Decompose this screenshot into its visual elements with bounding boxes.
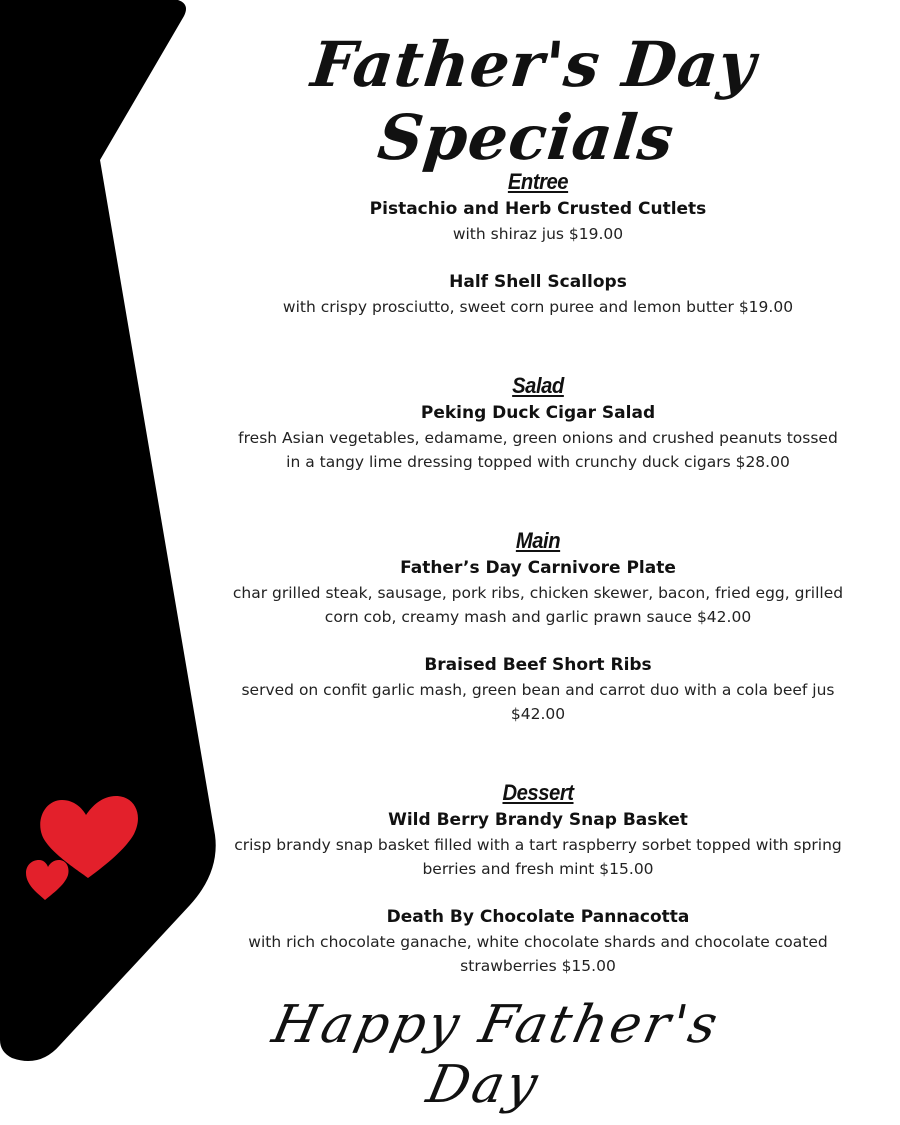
- item-name: Death By Chocolate Pannacotta: [386, 907, 690, 927]
- item-description: with crispy prosciutto, sweet corn puree and lemon butter $19.00: [282, 298, 794, 316]
- menu-item: [232, 905, 844, 978]
- footer-signature: Happy Father's Day: [267, 995, 726, 1115]
- menu-item: [232, 808, 844, 881]
- page-title: Father's Day Specials: [307, 28, 760, 174]
- item-name: Half Shell Scallops: [449, 272, 627, 292]
- menu-section-entree: [232, 167, 844, 319]
- item-name: Peking Duck Cigar Salad: [420, 403, 656, 423]
- menu-list: [232, 167, 844, 978]
- item-name: Pistachio and Herb Crusted Cutlets: [369, 199, 707, 219]
- item-description: crisp brandy snap basket filled with a tart raspberry sorbet topped with spring berries and fresh mint $15.00: [234, 836, 842, 878]
- item-description: with shiraz jus $19.00: [452, 225, 624, 243]
- menu-item: [232, 270, 844, 319]
- menu-item: [232, 653, 844, 726]
- item-description: served on confit garlic mash, green bean and carrot duo with a cola beef jus $42.00: [241, 681, 835, 723]
- section-heading: Entree: [507, 169, 569, 194]
- item-name: Father’s Day Carnivore Plate: [400, 558, 676, 578]
- menu-item: [232, 197, 844, 246]
- item-name: Braised Beef Short Ribs: [424, 655, 652, 675]
- menu-item: [232, 401, 844, 474]
- section-heading: Salad: [512, 373, 564, 398]
- menu-section-main: [232, 526, 844, 726]
- item-description: fresh Asian vegetables, edamame, green onions and crushed peanuts tossed in a tangy lime dressing topped with crunchy duck cigars $28.00: [238, 429, 838, 471]
- item-description: with rich chocolate ganache, white chocolate shards and chocolate coated strawberries $15.00: [248, 933, 828, 975]
- section-heading: Dessert: [502, 780, 574, 805]
- item-description: char grilled steak, sausage, pork ribs, chicken skewer, bacon, fried egg, grilled corn cob, creamy mash and garlic prawn sauce $42.00: [232, 584, 844, 626]
- menu-section-dessert: [232, 778, 844, 978]
- menu-item: [232, 556, 844, 629]
- item-name: Wild Berry Brandy Snap Basket: [388, 810, 688, 830]
- menu-section-salad: [232, 371, 844, 474]
- section-heading: Main: [515, 528, 561, 553]
